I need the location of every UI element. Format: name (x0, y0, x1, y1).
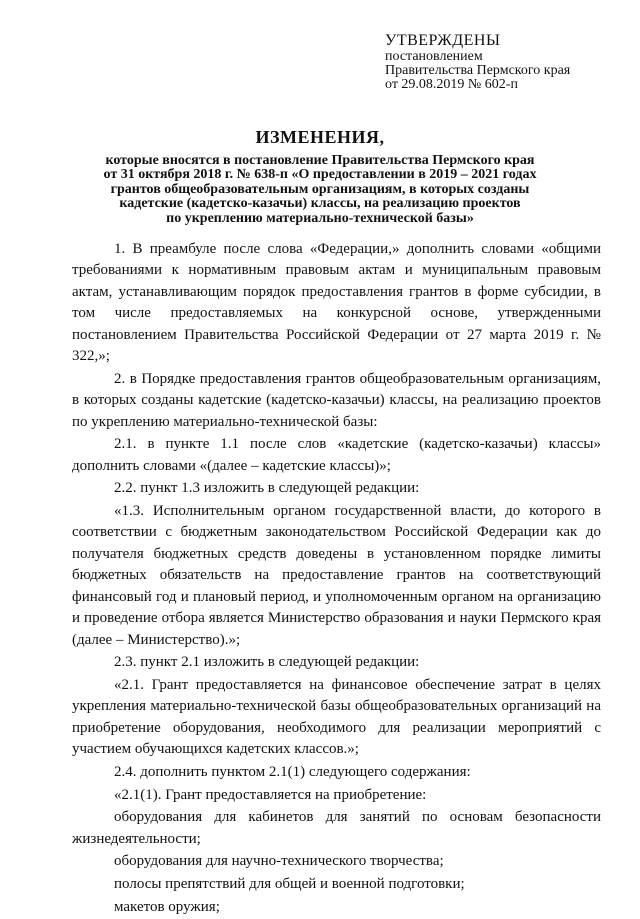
paragraph: 1. В преамбуле после слова «Федерации,» дополнить словами «общими требованиями к нормативным правовым актам и муниципальным правовым актам, устанавливающим порядок предоставления грантов в форме субсидии, в том числе предоставляемых на конкурсной основе, утвержденными постановлением Правительства Российской Федерации от 27 марта 2019 г. № 322,»; (72, 241, 601, 365)
approval-block (385, 32, 635, 92)
paragraph: оборудования для научно-технического творчества; (114, 853, 444, 870)
paragraph: макетов оружия; (114, 898, 220, 915)
title-line: грантов общеобразовательным организациям, в которых созданы (110, 181, 530, 197)
paragraph: 2.1. в пункте 1.1 после слов «кадетские (кадетско-казачьи) классы» дополнить словами «(далее – кадетские классы)»; (72, 436, 601, 474)
paragraph: «2.1(1). Грант предоставляется на приобретение: (114, 786, 427, 803)
document-title (40, 126, 600, 226)
title-line: от 31 октября 2018 г. № 638-п «О предоставлении в 2019 – 2021 годах (103, 167, 537, 183)
title-main: ИЗМЕНЕНИЯ, (255, 127, 385, 147)
paragraph: «1.3. Исполнительным органом государственной власти, до которого в соответствии с бюджетным законодательством Российской Федерации как до получателя бюджетных средств доведены в установленном порядке лимиты бюджетных обязательств на предоставление грантов на соответствующий финансовый год и плановый период, и уполномоченным органом на организацию и проведение отбора является Министерство образования и науки Пермского края (далее – Министерство).»; (72, 503, 601, 648)
paragraph: «2.1. Грант предоставляется на финансовое обеспечение затрат в целях укрепления материально-технической базы общеобразовательных организаций на приобретение оборудования, необходимого для реализации мероприятий с участием обучающихся кадетских классов.»; (72, 676, 601, 758)
paragraph: 2.3. пункт 2.1 изложить в следующей редакции: (114, 654, 420, 671)
paragraph: 2.2. пункт 1.3 изложить в следующей редакции: (114, 480, 420, 497)
paragraph: 2.4. дополнить пунктом 2.1(1) следующего содержания: (114, 763, 471, 780)
paragraph: полосы препятствий для общей и военной подготовки; (114, 876, 465, 893)
title-line: по укреплению материально-технической базы» (166, 210, 474, 226)
paragraph: оборудования для кабинетов для занятий по основам безопасности жизнедеятельности; (72, 809, 601, 847)
title-line: кадетские (кадетско-казачьи) классы, на реализацию проектов (119, 196, 521, 212)
approval-heading: УТВЕРЖДЕНЫ (385, 32, 501, 49)
document-body (72, 239, 601, 919)
approval-line: постановлением (385, 49, 483, 64)
paragraph: 2. в Порядке предоставления грантов общеобразовательным организациям, в которых созданы кадетские (кадетско-казачьи) классы, на реализацию проектов по укреплению материально-технической базы: (72, 370, 601, 430)
title-line: которые вносятся в постановление Правительства Пермского края (105, 153, 535, 168)
approval-date-number: от 29.08.2019 № 602-п (385, 77, 518, 92)
approval-line: Правительства Пермского края (385, 63, 571, 78)
